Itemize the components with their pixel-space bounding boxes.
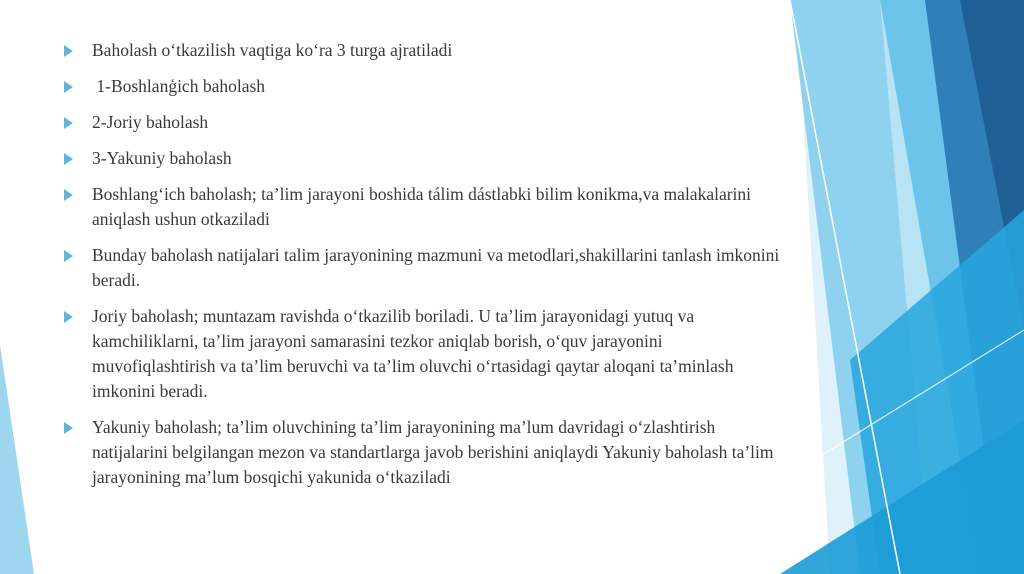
triangle-right-icon (64, 117, 73, 129)
triangle-right-icon (64, 81, 73, 93)
bullet-item (62, 182, 782, 232)
bullet-item (62, 415, 782, 490)
bullet-item (62, 74, 782, 99)
bullet-text: Yakuniy baholash; taʼlim oluvchining taʼlim jarayonining maʼlum davridagi oʻzlashtirish natijalarini belgilangan mezon va standartlarga javob berishini aniqlaydi Yakuniy baholash taʼlim jarayonining maʼlum bosqichi yakunida oʻtkaziladi (92, 417, 774, 487)
bullet-text: Boshlangʻich baholash; taʼlim jarayoni boshida tálim dástlabki bilim konikma,va malakalarini aniqlash ushun otkaziladi (92, 184, 752, 229)
bullet-list (62, 38, 782, 490)
triangle-right-icon (64, 153, 73, 165)
left-accent-shape (0, 345, 34, 574)
bullet-text: Bunday baholash natijalari talim jarayonining mazmuni va metodlari,shakillarini tanlash imkonini beradi. (92, 245, 780, 290)
triangle-right-icon (64, 311, 73, 323)
bullet-item (62, 304, 782, 404)
triangle-right-icon (64, 45, 73, 57)
triangle-right-icon (64, 250, 73, 262)
slide-content (62, 38, 782, 501)
bullet-text: 3-Yakuniy baholash (92, 148, 232, 168)
bullet-text: Baholash oʻtkazilish vaqtiga koʻra 3 turga ajratiladi (92, 40, 453, 60)
bullet-text: 2-Joriy baholash (92, 112, 209, 132)
bullet-text: Joriy baholash; muntazam ravishda oʻtkazilib boriladi. U taʼlim jarayonidagi yutuq va kamchiliklarni, taʼlim jarayoni samarasini tezkor aniqlab borish, oʻquv jarayonini muvofiqlashtirish va taʼlim beruvchi va taʼlim oluvchi oʻrtasidagi qaytar aloqani taʼminlash imkonini beradi. (92, 306, 734, 401)
bullet-item (62, 110, 782, 135)
bullet-item (62, 243, 782, 293)
bullet-text: 1-Boshlanģich baholash (92, 76, 266, 96)
triangle-right-icon (64, 422, 73, 434)
triangle-right-icon (64, 189, 73, 201)
bullet-item (62, 38, 782, 63)
bullet-item (62, 146, 782, 171)
